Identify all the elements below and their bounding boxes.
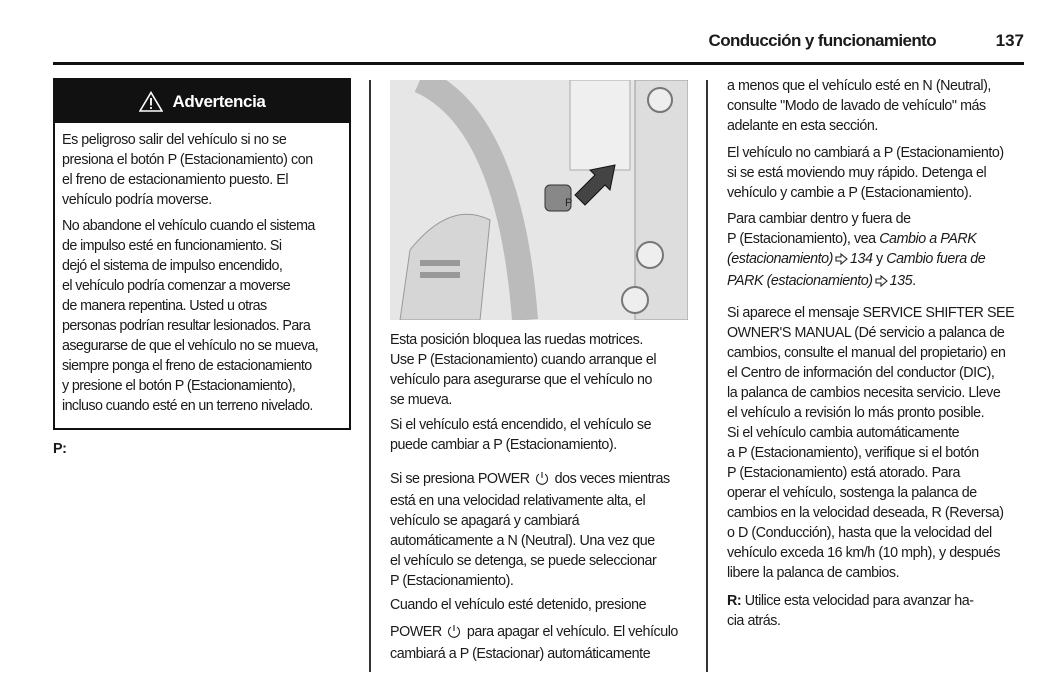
text-line: el freno de estacionamiento puesto. El — [62, 172, 289, 188]
text-segment: vehículo y cambie a P (Estacionamiento). — [727, 185, 972, 201]
text-segment: o D (Conducción), hasta que la velocidad del — [727, 525, 992, 541]
text-line — [390, 622, 678, 644]
text-line: incluso cuando esté en un terreno nivelado. — [62, 398, 313, 414]
text-line — [727, 543, 1014, 563]
text-segment: cia atrás. — [727, 613, 781, 629]
text-segment: se mueva. — [390, 392, 452, 408]
text-segment: vehículo exceda 16 km/h (10 mph), y después — [727, 545, 1001, 561]
text-segment: Si aparece el mensaje SERVICE SHIFTER SEE — [727, 305, 1015, 321]
text-segment: . — [912, 273, 916, 289]
cross-reference-text[interactable]: (estacionamiento) — [727, 251, 833, 267]
text-line: presiona el botón P (Estacionamiento) con — [62, 152, 313, 168]
page-reference-arrow-icon — [875, 273, 888, 293]
text-segment: cambiará a P (Estacionar) automáticamente — [390, 646, 651, 662]
text-segment: libere la palanca de cambios. — [727, 565, 900, 581]
text-segment: para apagar el vehículo. El vehículo — [463, 624, 678, 640]
text-line — [390, 415, 651, 435]
text-line — [390, 469, 670, 491]
text-line: vehículo podría moverse. — [62, 192, 212, 208]
text-line — [727, 503, 1014, 523]
text-segment: dos veces mientras — [551, 471, 670, 487]
power-icon — [535, 471, 549, 491]
header-rule — [53, 62, 1024, 65]
text-line: No abandone el vehículo cuando el sistema — [62, 218, 315, 234]
text-segment: POWER — [390, 624, 446, 640]
body-paragraph — [390, 330, 656, 410]
text-segment: Si se presiona POWER — [390, 471, 534, 487]
cross-reference-text[interactable]: 135 — [889, 273, 913, 289]
text-segment: P (Estacionamiento) está atorado. Para — [727, 465, 960, 481]
text-line: personas podrían resultar lesionados. Para — [62, 318, 311, 334]
text-segment: P (Estacionamiento), vea — [727, 231, 880, 247]
park-button-illustration — [390, 80, 688, 320]
text-segment: operar el vehículo, sostenga la palanca de — [727, 485, 977, 501]
bold-label: R: — [727, 593, 742, 609]
text-segment: Utilice esta velocidad para avanzar ha- — [741, 593, 974, 609]
text-line — [727, 96, 991, 116]
text-line: el vehículo podría comenzar a moverse — [62, 278, 291, 294]
text-line — [727, 183, 1004, 203]
text-segment: cambios, consulte el manual del propietario) en — [727, 345, 1006, 361]
text-line — [727, 563, 1014, 583]
text-line — [390, 350, 656, 370]
warning-paragraph — [62, 130, 313, 210]
text-segment: Cuando el vehículo esté detenido, presione — [390, 597, 647, 613]
text-line — [727, 229, 985, 249]
text-segment: vehículo se apagará y cambiará — [390, 513, 580, 529]
text-segment: el vehículo a revisión lo más pronto posible. — [727, 405, 985, 421]
warning-title: Advertencia — [172, 91, 266, 111]
text-line — [390, 531, 670, 551]
body-paragraph — [727, 76, 991, 136]
text-line — [727, 483, 1014, 503]
page-reference-arrow-icon — [835, 251, 848, 271]
text-segment: a P (Estacionamiento), verifique si el botón — [727, 445, 979, 461]
text-line — [727, 209, 985, 229]
body-paragraph — [390, 595, 646, 615]
cross-reference-text[interactable]: Cambio fuera de — [886, 251, 986, 267]
text-line — [727, 363, 1014, 383]
text-line — [727, 143, 1004, 163]
body-paragraph — [727, 591, 974, 631]
text-line — [390, 511, 670, 531]
body-paragraph — [390, 622, 678, 664]
text-line — [727, 463, 1014, 483]
body-paragraph — [727, 209, 985, 293]
text-line — [390, 435, 651, 455]
text-line — [390, 571, 670, 591]
text-line — [390, 595, 646, 615]
text-line: de impulso esté en funcionamiento. Si — [62, 238, 282, 254]
text-line — [390, 491, 670, 511]
text-line — [390, 330, 656, 350]
text-segment: puede cambiar a P (Estacionamiento). — [390, 437, 617, 453]
text-line — [727, 383, 1014, 403]
warning-paragraph — [62, 216, 318, 416]
text-line: dejó el sistema de impulso encendido, — [62, 258, 283, 274]
text-line — [727, 611, 974, 631]
text-segment: automáticamente a N (Neutral). Una vez que — [390, 533, 655, 549]
text-segment: OWNER'S MANUAL (Dé servicio a palanca de — [727, 325, 1005, 341]
warning-triangle-icon — [139, 91, 163, 112]
text-line — [727, 443, 1014, 463]
column-divider — [706, 80, 708, 672]
text-segment: y — [872, 251, 887, 267]
text-segment: Para cambiar dentro y fuera de — [727, 211, 911, 227]
text-line — [727, 323, 1014, 343]
text-line — [727, 76, 991, 96]
text-line — [727, 271, 985, 293]
text-line: Es peligroso salir del vehículo si no se — [62, 132, 287, 148]
text-segment: El vehículo no cambiará a P (Estacionamiento) — [727, 145, 1004, 161]
cross-reference-text[interactable]: 134 — [850, 251, 873, 267]
text-line — [727, 403, 1014, 423]
warning-header — [55, 80, 349, 123]
power-icon — [447, 624, 461, 644]
text-line — [727, 116, 991, 136]
text-segment: si se está moviendo muy rápido. Detenga el — [727, 165, 987, 181]
text-segment: el vehículo se detenga, se puede seleccionar — [390, 553, 657, 569]
text-segment: P (Estacionamiento). — [390, 573, 514, 589]
text-segment: la palanca de cambios necesita servicio. Lleve — [727, 385, 1001, 401]
text-segment: adelante en esta sección. — [727, 118, 878, 134]
text-line: y presione el botón P (Estacionamiento), — [62, 378, 296, 394]
text-segment: Esta posición bloquea las ruedas motrices. — [390, 332, 643, 348]
cross-reference-text[interactable]: Cambio a PARK — [879, 231, 977, 247]
body-paragraph — [727, 143, 1004, 203]
body-paragraph — [727, 303, 1014, 583]
text-segment: Si el vehículo está encendido, el vehículo se — [390, 417, 652, 433]
text-line — [727, 163, 1004, 183]
text-segment: Use P (Estacionamiento) cuando arranque el — [390, 352, 657, 368]
section-title: Conducción y funcionamiento — [708, 31, 936, 50]
text-segment: cambios en la velocidad deseada, R (Reversa) — [727, 505, 1004, 521]
text-segment: vehículo para asegurarse que el vehículo no — [390, 372, 653, 388]
column-divider — [369, 80, 371, 672]
page-number: 137 — [995, 31, 1024, 50]
text-segment: el Centro de información del conductor (DIC), — [727, 365, 995, 381]
text-line — [727, 591, 974, 611]
text-line — [727, 423, 1014, 443]
text-line — [727, 343, 1014, 363]
text-segment: Si el vehículo cambia automáticamente — [727, 425, 960, 441]
text-line — [727, 303, 1014, 323]
body-paragraph — [390, 469, 670, 591]
text-line: de manera repentina. Usted u otras — [62, 298, 267, 314]
text-segment: consulte "Modo de lavado de vehículo" más — [727, 98, 986, 114]
text-line — [390, 370, 656, 390]
text-line — [390, 644, 678, 664]
text-line — [727, 249, 985, 271]
cross-reference-text[interactable]: PARK (estacionamiento) — [727, 273, 873, 289]
text-line: asegurarse de que el vehículo no se mueva, — [62, 338, 319, 354]
text-segment: a menos que el vehículo esté en N (Neutral), — [727, 78, 991, 94]
text-line — [390, 551, 670, 571]
body-paragraph — [390, 415, 651, 455]
text-line — [727, 523, 1014, 543]
text-line — [390, 390, 656, 410]
photo-p-letter: P — [565, 197, 573, 209]
text-line: siempre ponga el freno de estacionamiento — [62, 358, 312, 374]
p-label: P: — [53, 441, 67, 457]
text-segment: está en una velocidad relativamente alta, el — [390, 493, 646, 509]
